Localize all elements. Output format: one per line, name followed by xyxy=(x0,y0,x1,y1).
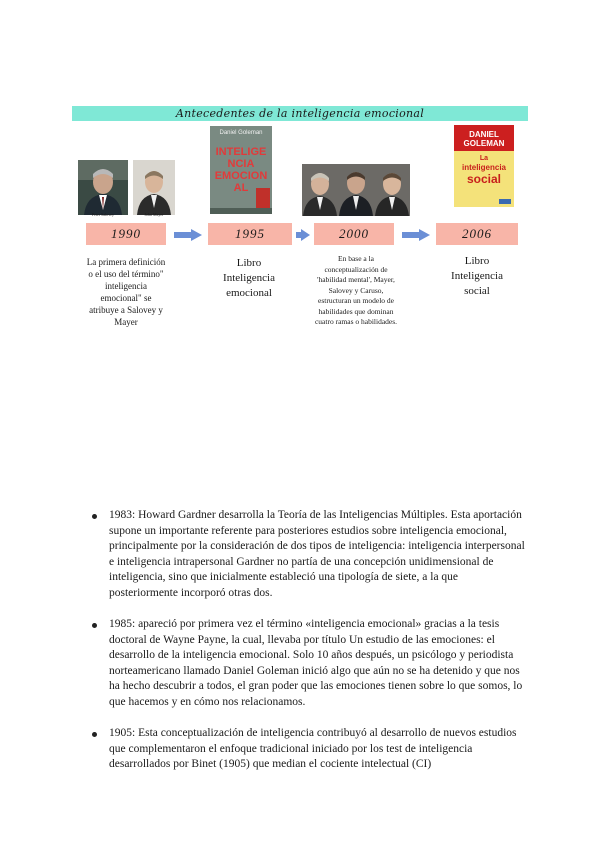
book1-author: Daniel Goleman xyxy=(219,130,263,136)
portrait-image xyxy=(78,160,128,215)
book2-title-line2: inteligencia xyxy=(461,163,506,172)
year-2006: 2006 xyxy=(436,223,518,245)
book2-title-line1: La xyxy=(479,155,489,162)
book-cover-inteligencia-social xyxy=(454,125,514,207)
photo-salovey xyxy=(78,160,128,215)
history-list xyxy=(92,508,528,789)
list-item xyxy=(92,726,528,773)
list-item-text: 1985: apareció por primera vez el término «inteligencia emocional» gracias a la tesis doctoral de Wayne Payne, la cual, llevaba por título Un estudio de las emociones: el desarrollo de la inteligencia emocional. Solo 10 años después, un psicólogo y periodista norteamericano llamado Daniel Goleman inició algo que aún no se ha detenido y que nos ha hecho descubrir a todos, el gran poder que las emociones tienen sobre lo que somos, lo que hacemos y en cómo nos relacionamos. xyxy=(109,618,523,708)
bullet-icon xyxy=(92,623,97,628)
list-item xyxy=(92,508,528,601)
book1-band xyxy=(210,208,272,214)
group-portrait-image xyxy=(302,164,410,216)
photo-caption-left: Peter Salovey xyxy=(91,212,115,217)
description-1995: Libro Inteligencia emocional xyxy=(223,257,275,299)
bullet-icon xyxy=(92,732,97,737)
description-2000: En base a la conceptualización de 'habilidad mental', Mayer, Salovey y Caruso, estructuran un modelo de habilidades que dominan cuatro ramas o habilidades. xyxy=(314,254,398,326)
arrow-right-icon xyxy=(296,229,310,241)
portrait-image xyxy=(133,160,175,215)
book2-title-line3: social xyxy=(466,172,502,186)
description-2006: Libro Inteligencia social xyxy=(451,255,503,297)
photo-mayer-salovey-caruso xyxy=(302,164,410,216)
title-banner xyxy=(72,106,528,121)
description-1990: La primera definición o el uso del término" inteligencia emocional" se atribuye a Salovey y Mayer xyxy=(86,257,166,327)
list-item-text: 1905: Esta conceptualización de inteligencia contribuyó al desarrollo de nuevos estudios que complementaron el enfoque tradicional iniciado por los test de inteligencia desarrollados por Binet (1905) que median el cociente intelectual (CI) xyxy=(109,727,517,770)
book2-author: DANIEL GOLEMAN xyxy=(463,130,505,148)
list-item-text: 1983: Howard Gardner desarrolla la Teoría de las Inteligencias Múltiples. Esta aportación supone un importante referente para posteriores estudios sobre inteligencia emocional, principalmente por la consideración de dos tipos de inteligencia: inteligencia interpersonal e inteligencia intrapersonal Gardner no partía de una concepción unidimensional de inteligencia, sino que inicialmente estableció una tipología de siete, a la que posteriormente incorporó otras dos. xyxy=(109,509,525,599)
page-title: Antecedentes de la inteligencia emocional xyxy=(175,107,425,120)
bullet-icon xyxy=(92,514,97,519)
year-1990: 1990 xyxy=(86,223,166,245)
book1-title: INTELIGENCIA EMOCIONAL xyxy=(214,146,268,194)
list-item xyxy=(92,617,528,710)
arrow-right-icon xyxy=(402,229,430,241)
book1-badge xyxy=(256,188,270,210)
photo-caption-right: John Mayer xyxy=(144,212,164,217)
arrow-right-icon xyxy=(174,229,202,241)
photo-mayer xyxy=(133,160,175,215)
year-2000: 2000 xyxy=(314,223,394,245)
year-1995: 1995 xyxy=(208,223,292,245)
book-cover-inteligencia-emocional xyxy=(210,126,272,214)
book2-badge xyxy=(499,199,511,204)
